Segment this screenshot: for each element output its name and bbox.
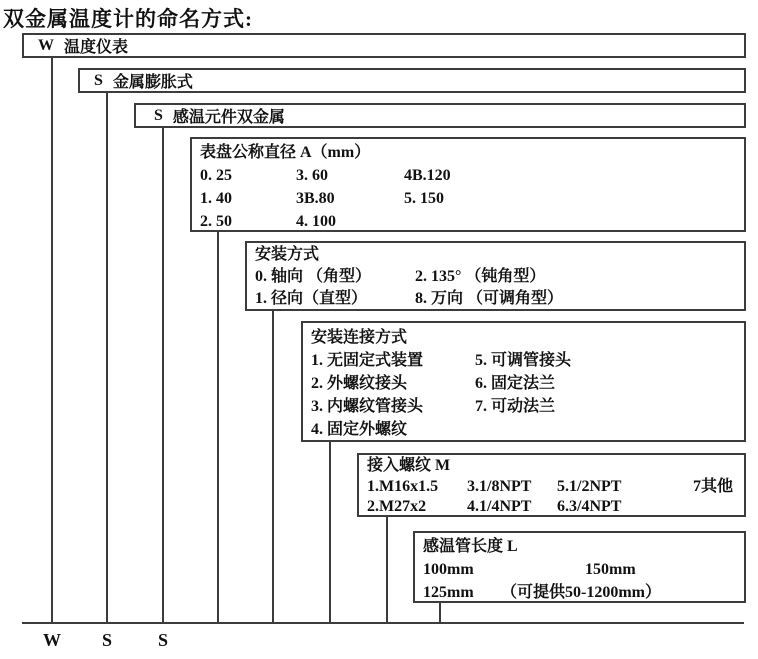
box-header: 安装连接方式 [311,329,408,346]
baseline [22,622,744,624]
level-code: S [154,106,163,124]
diagram-title: 双金属温度计的命名方式: [3,7,253,31]
level-box-temperature-instrument [22,33,746,58]
box-header: 接入螺纹 M [367,457,451,474]
connector-line-vertical [162,128,164,624]
option-cell: 2.M27x2 [367,498,427,515]
option-cell: 7其他 [693,477,734,495]
option-cell: 3. 内螺纹管接头 [311,398,424,415]
option-cell [404,210,744,233]
option-cell: 8. 万向 （可调角型） [415,290,564,307]
code-letter-w: W [43,630,61,650]
option-cell: 150mm [585,561,636,578]
option-cell: 0. 轴向 （角型） [255,268,372,285]
level-box-metal-expansion [78,68,746,93]
code-letter-s2: S [157,630,168,650]
connector-line-vertical [217,232,219,624]
option-cell: 1. 无固定式装置 [311,352,424,369]
option-cell: （可提供50-1200mm） [501,584,661,601]
option-cell: 7. 可动法兰 [475,398,556,415]
option-grid [255,266,744,310]
level-box-stem-length [413,531,746,603]
option-cell: 4. 100 [296,213,336,230]
connector-line-vertical [386,517,388,624]
option-cell: 1.M16x1.5 [367,477,439,495]
option-cell: 2. 50 [200,213,232,230]
level-box-bimetal-element [134,103,746,128]
connector-line-vertical [329,442,331,624]
box-header: 感温管长度 L [423,538,518,555]
level-box-thread [357,453,746,517]
option-cell: 2. 外螺纹接头 [311,375,408,392]
option-cell: 3B.80 [296,190,335,207]
option-cell: 125mm [423,584,474,601]
box-header: 安装方式 [255,246,320,263]
option-cell [475,418,744,441]
option-cell: 5. 150 [404,190,444,207]
option-cell: 3.1/8NPT [467,477,532,495]
level-box-mounting-style [245,241,746,311]
option-cell: 3. 60 [296,167,328,184]
option-cell: 1. 径向（直型） [255,290,368,307]
option-row [423,581,744,604]
connector-line-vertical [51,58,53,624]
option-cell: 100mm [423,561,474,578]
option-row [423,558,744,581]
option-cell: 6. 固定法兰 [475,375,556,392]
code-letter-s1: S [101,630,112,650]
option-cell: 4. 固定外螺纹 [311,421,408,438]
option-cell: 4B.120 [404,167,451,184]
level-label: 感温元件双金属 [172,109,285,126]
level-label: 温度仪表 [64,39,129,56]
option-cell: 5.1/2NPT [557,477,622,495]
level-label: 金属膨胀式 [112,74,193,91]
option-cell: 4.1/4NPT [467,498,532,515]
option-cell [693,497,744,518]
option-grid [311,349,744,441]
option-grid [367,477,744,518]
option-cell: 2. 135° （钝角型） [415,268,546,285]
connector-line-vertical [272,311,274,624]
option-cell: 0. 25 [200,167,232,184]
box-header: 表盘公称直径 A（mm） [200,144,371,161]
level-box-connection-style [301,321,746,442]
option-grid [200,164,744,233]
connector-line-vertical [106,93,108,624]
level-code: W [38,36,54,54]
level-code: S [94,71,103,89]
connector-line-vertical [439,603,441,624]
option-cell: 1. 40 [200,190,232,207]
option-cell: 5. 可调管接头 [475,352,572,369]
level-box-dial-diameter [190,137,746,232]
option-cell: 6.3/4NPT [557,498,622,515]
